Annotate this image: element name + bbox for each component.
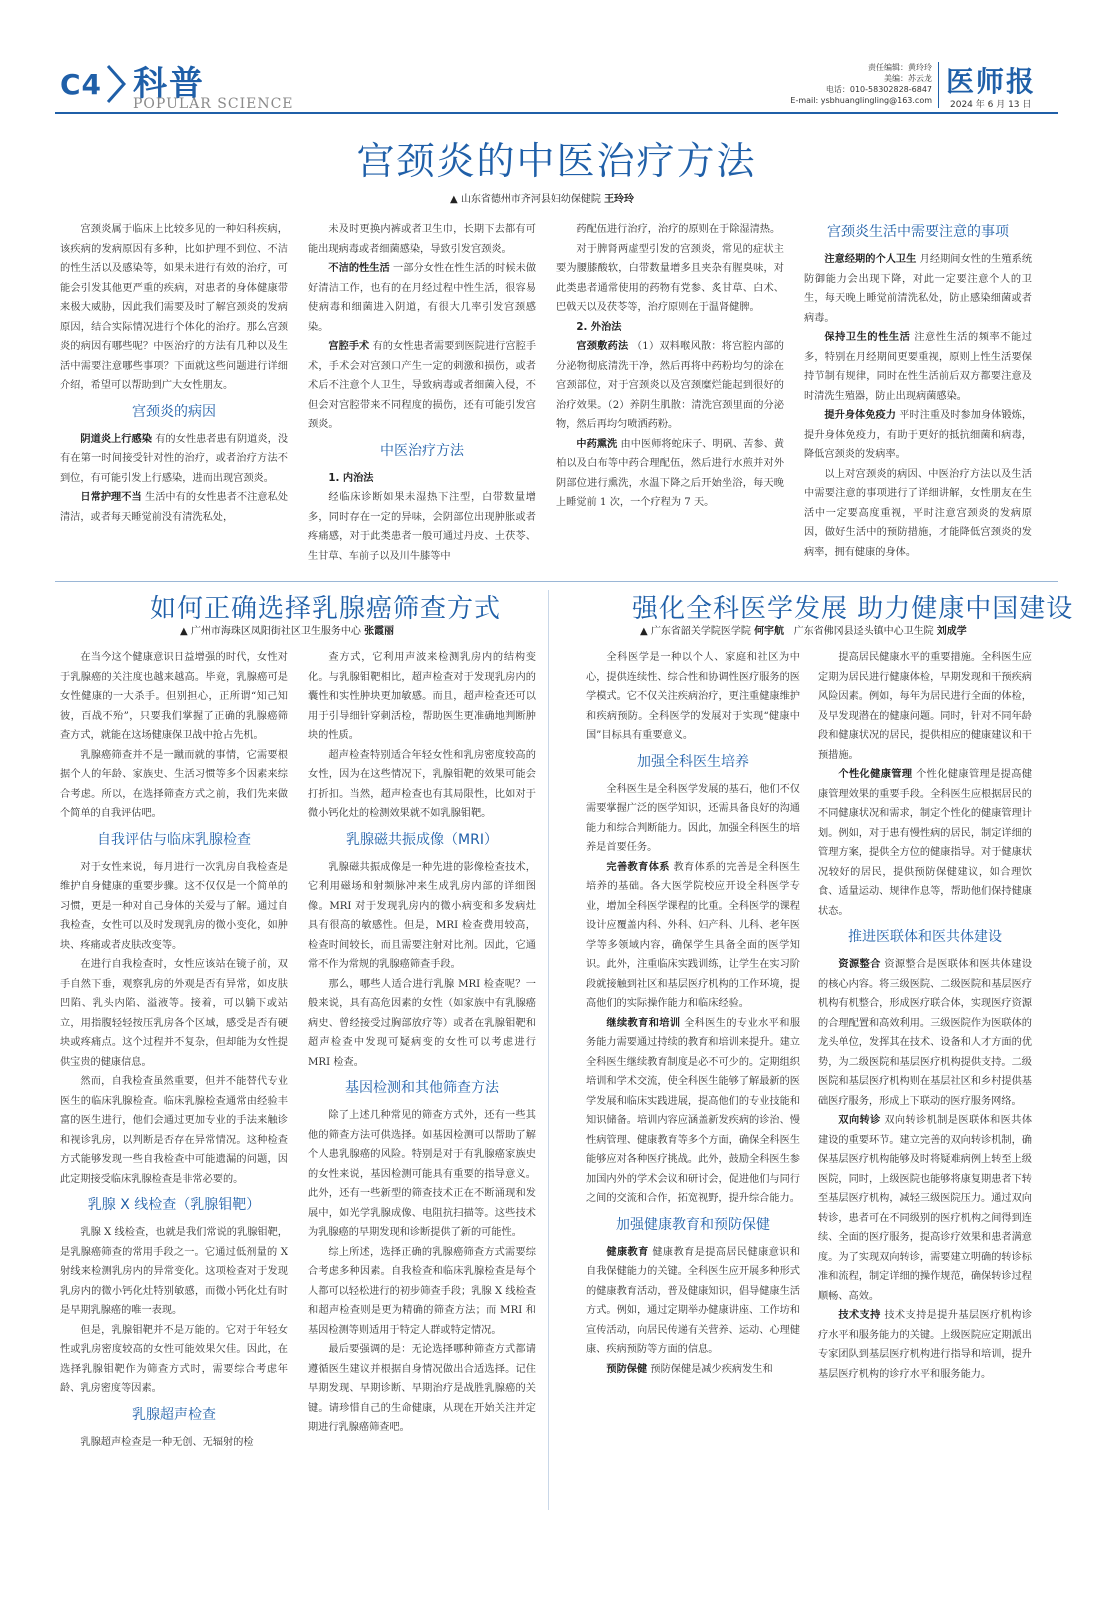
article3-byline-author2: 刘成学	[936, 626, 967, 637]
article1-byline	[450, 190, 634, 205]
article2-byline	[180, 622, 394, 637]
paragraph: 双向转诊 双向转诊机制是医联体和医共体建设的重要环节。建立完善的双向转诊机制，确保基层医疗机构能够及时将疑难病例上转至上级医院，同时，上级医院也能够将康复期患者下转至基层医疗机构，减轻三级医院压力。通过双向转诊，患者可在不同级别的医疗机构之间得到连续、全面的医疗服务，提高诊疗效果和患者满意度。为了实现双向转诊，需要建立明确的转诊标准和流程，制定详细的操作规范，确保转诊过程顺畅、高效。	[818, 1115, 1032, 1302]
paragraph: 除了上述几种常见的筛查方式外，还有一些其他的筛查方法可供选择。如基因检测可以帮助了解个人患乳腺癌的风险。特别是对于有乳腺癌家族史的女性来说，基因检测可能具有重要的指导意义。此外，还有一些新型的筛查技术正在不断涌现和发展中，如光学乳腺成像、电阻抗扫描等。这些技术为乳腺癌的早期发现和诊断提供了新的可能性。	[308, 1110, 536, 1238]
article-divider	[55, 581, 1058, 582]
section-heading: 乳腺磁共振成像（MRI）	[346, 831, 498, 848]
paragraph: 提升身体免疫力 平时注重及时参加身体锻炼，提升身体免疫力，有助于更好的抵抗细菌和病毒，降低宫颈炎的发病率。	[804, 410, 1032, 460]
paragraph: 不洁的性生活 一部分女性在性生活的时候未做好清洁工作，也有的在月经过程中性生活，很容易使病毒和细菌进入阴道，有很大几率引发宫颈感染。	[308, 263, 536, 333]
paragraph: 健康教育 健康教育是提高居民健康意识和自我保健能力的关键。全科医生应开展多种形式的健康教育活动，普及健康知识，倡导健康生活方式。例如，通过定期举办健康讲座、工作坊和宣传活动，向居民传递有关营养、运动、心理健康、疾病预防等方面的信息。	[586, 1246, 800, 1355]
paragraph: 然而，自我检查虽然重要，但并不能替代专业医生的临床乳腺检查。临床乳腺检查通常由经验丰富的医生进行，他们会通过更加专业的手法来触诊和视诊乳房，以判断是否存在异常情况。这种检查方式能够发现一些自我检查中可能遗漏的问题，因此定期接受临床乳腺检查是非常必要的。	[60, 1076, 288, 1185]
paragraph: 个性化健康管理 个性化健康管理是提高健康管理效果的重要手段。全科医生应根据居民的不同健康状况和需求，制定个性化的健康管理计划。例如，对于患有慢性病的居民，制定详细的管理方案，提供全方位的健康指导。对于健康状况较好的居民，提供预防保健建议，如合理饮食、适量运动、规律作息等，帮助他们保持健康状态。	[818, 769, 1032, 917]
paragraph: 继续教育和培训 全科医生的专业水平和服务能力需要通过持续的教育和培训来提升。建立全科医生继续教育制度是必不可少的。定期组织培训和学术交流，使全科医生能够了解最新的医学发展和临床实践进展，提高他们的专业技能和知识储备。培训内容应涵盖新发疾病的诊治、慢性病管理、健康教育等多个方面，确保全科医生能够应对各种医疗挑战。此外，鼓励全科医生参加国内外的学术会议和研讨会，促进他们与同行之间的交流和合作，拓宽视野，提升综合能力。	[586, 1017, 800, 1204]
paragraph: 预防保健 预防保健是减少疾病发生和	[606, 1363, 773, 1375]
paragraph: 最后要强调的是：无论选择哪种筛查方式都请遵循医生建议并根据自身情况做出合适选择。记住早期发现、早期诊断、早期治疗是战胜乳腺癌的关键。请珍惜自己的生命健康，从现在开始关注并定期进行乳腺癌筛查吧。	[308, 1344, 536, 1433]
paragraph: 资源整合 资源整合是医联体和医共体建设的核心内容。将三级医院、二级医院和基层医疗机构有机整合，形成医疗联合体，实现医疗资源的合理配置和高效利用。三级医院作为医联体的龙头单位，发挥其在技术、设备和人才方面的优势，为二级医院和基层医疗机构提供支持。二级医院和基层医疗机构则在基层社区和乡村提供基础医疗服务，形成上下联动的医疗服务网络。	[818, 959, 1032, 1107]
section-heading: 乳腺超声检查	[132, 1406, 216, 1423]
paragraph: 对于脾肾两虚型引发的宫颈炎，常见的症状主要为腰膝酸软，白带数量增多且夹杂有腥臭味，对此类患者通常使用的药物有党参、炙甘草、白术、巴戟天以及茯苓等，治疗原则在于温肾健脾。	[556, 243, 784, 313]
paragraph: 未及时更换内裤或者卫生巾，长期下去都有可能出现病毒或者细菌感染，导致引发宫颈炎。	[308, 224, 536, 255]
article3-column-2	[818, 648, 1032, 1518]
paragraph: 药配伍进行治疗，治疗的原则在于除湿清热。	[576, 224, 781, 235]
header-rule	[55, 112, 1058, 114]
section-heading: 基因检测和其他筛查方法	[345, 1080, 499, 1096]
article3-title: 强化全科医学发展 助力健康中国建设	[632, 594, 1074, 624]
article1-title: 宫颈炎的中医治疗方法	[356, 139, 757, 183]
chevron-right-icon	[104, 62, 128, 106]
column-divider	[548, 590, 549, 1510]
paragraph: 宫腔手术 有的女性患者需要到医院进行宫腔手术，手术会对宫颈口产生一定的刺激和损伤，或者术后不注意个人卫生，导致病毒或者细菌入侵，不但会对宫腔带来不同程度的损伤，还有可能引发宫颈炎。	[308, 341, 536, 430]
paragraph: 在当今这个健康意识日益增强的时代，女性对于乳腺癌的关注度也越来越高。毕竟，乳腺癌可是女性健康的一大杀手。但别担心，正所谓“知己知彼，百战不殆”，只要我们掌握了正确的乳腺癌筛查方式，就能在这场健康保卫战中抢占先机。	[60, 652, 288, 741]
article3-byline-org: ▲ 广东省韶关学院医学院	[640, 626, 751, 637]
paragraph: 全科医生是全科医学发展的基石，他们不仅需要掌握广泛的医学知识，还需具备良好的沟通能力和综合判断能力。因此，加强全科医生的培养是首要任务。	[586, 783, 800, 853]
paragraph: 乳腺 X 线检查，也就是我们常说的乳腺钼靶，是乳腺癌筛查的常用手段之一。它通过低剂量的 X 射线来检测乳房内的异常变化。这项检查对于发现乳房内的微小钙化灶特别敏感，而微小钙化灶有时是早期乳腺癌的唯一表现。	[60, 1227, 288, 1316]
section-heading: 自我评估与临床乳腺检查	[97, 831, 251, 848]
section-heading: 推进医联体和医共体建设	[848, 929, 1002, 945]
section-heading: 加强健康教育和预防保健	[616, 1216, 770, 1233]
paragraph: 全科医学是一种以个人、家庭和社区为中心，提供连续性、综合性和协调性医疗服务的医学模式。它不仅关注疾病治疗，更注重健康维护和疾病预防。全科医学的发展对于实现“健康中国”目标具有重要意义。	[586, 652, 800, 741]
sub-heading: 2. 外治法	[576, 321, 622, 333]
section-title-en: POPULAR SCIENCE	[133, 96, 294, 112]
section-heading: 宫颈炎的病因	[132, 403, 216, 420]
article3-byline	[640, 622, 967, 637]
section-heading: 宫颈炎生活中需要注意的事项	[827, 224, 1009, 240]
paragraph: 超声检查特别适合年轻女性和乳房密度较高的女性，因为在这些情况下，乳腺钼靶的效果可能会打折扣。当然，超声检查也有其局限性，比如对于微小钙化灶的检测效果就不如乳腺钼靶。	[308, 749, 536, 819]
paragraph: 宫颈敷药法 （1）双料喉风散：将宫腔内部的分泌物彻底清洗干净，然后再将中药粉均匀的涂在宫颈部位，对于宫颈炎以及宫颈糜烂能起到很好的治疗效果。（2）养阴生肌散：清洗宫颈里面的分泌物，然后再均匀喷洒药粉。	[556, 341, 784, 430]
paragraph: 中药熏洗 由中医师将蛇床子、明矾、苦参、黄柏以及白布等中药合理配伍，然后进行水煎并对外阴部位进行熏洗，水温下降之后开始坐浴，每天晚上睡觉前 1 次，一个疗程为 7 天。	[556, 438, 784, 508]
paragraph: 经临床诊断如果未湿热下注型，白带数量增多，同时存在一定的异味，会阴部位出现肿胀或者疼痛感，对于此类患者一般可通过丹皮、土茯苓、生甘草、车前子以及川牛膝等中	[308, 492, 536, 562]
issue-date: 2024 年 6 月 13 日	[950, 100, 1032, 110]
article3-byline-org2: 广东省佛冈县迳头镇中心卫生院	[793, 626, 934, 637]
paragraph: 技术支持 技术支持是提升基层医疗机构诊疗水平和服务能力的关键。上级医院应定期派出专家团队到基层医疗机构进行指导和培训，提升基层医疗机构的诊疗水平和服务能力。	[818, 1310, 1032, 1380]
paragraph: 提高居民健康水平的重要措施。全科医生应定期为居民进行健康体检，早期发现和干预疾病风险因素。例如，每年为居民进行全面的体检，及早发现潜在的健康问题。同时，针对不同年龄段和健康状况的居民，提供相应的健康建议和干预措施。	[818, 652, 1032, 761]
paragraph: 日常护理不当 生活中有的女性患者不注意私处清洁，或者每天睡觉前没有清洗私处，	[60, 492, 288, 523]
paragraph: 综上所述，选择正确的乳腺癌筛查方式需要综合考虑多种因素。自我检查和临床乳腺检查是每个人都可以轻松进行的初步筛查手段；乳腺 X 线检查和超声检查则是更为精确的筛查方法；而 MRI 和基因检测等则适用于特定人群或特定情况。	[308, 1246, 536, 1336]
paragraph: 以上对宫颈炎的病因、中医治疗方法以及生活中需要注意的事项进行了详细讲解，女性朋友在生活中一定要高度重视，平时注意宫颈炎的发病原因，做好生活中的预防措施，才能降低宫颈炎的发病率，拥有健康的身体。	[804, 468, 1032, 558]
paragraph: 阴道炎上行感染 有的女性患者患有阴道炎，没有在第一时间接受针对性的治疗，或者治疗方法不到位，有可能引发上行感染，进而出现宫颈炎。	[60, 433, 288, 484]
article2-byline-org: ▲ 广州市海珠区凤阳街社区卫生服务中心	[180, 626, 361, 637]
article1-column-2	[308, 220, 536, 575]
paragraph: 注意经期的个人卫生 月经期间女性的生殖系统防御能力会出现下降，对此一定要注意个人的卫生，每天晚上睡觉前清洗私处，防止感染细菌或者病毒。	[804, 254, 1032, 324]
paragraph: 乳腺磁共振成像是一种先进的影像检查技术，它利用磁场和射频脉冲来生成乳房内部的详细图像。MRI 对于发现乳房内的微小病变和多发病灶具有很高的敏感性。但是，MRI 检查费用较高，检查时间较长，而且需要注射对比剂。因此，它通常不作为常规的乳腺癌筛查手段。	[308, 861, 536, 970]
email-line: E-mail: ysbhuanglingling@163.com	[790, 96, 932, 105]
article1-column-4	[804, 216, 1032, 575]
article1-byline-author: 王玲玲	[604, 194, 635, 205]
editor-line: 责任编辑：黄玲玲	[868, 63, 932, 72]
section-heading: 乳腺 X 线检查（乳腺钼靶）	[87, 1197, 261, 1213]
editor-info	[780, 62, 932, 106]
sub-heading: 1. 内治法	[328, 472, 374, 484]
article3-column-1	[586, 648, 800, 1518]
header-divider	[938, 62, 939, 108]
article2-column-2	[308, 648, 536, 1518]
section-heading: 加强全科医生培养	[637, 753, 749, 770]
section-title: 科普	[133, 64, 205, 104]
article3-byline-author1: 何宇航	[754, 626, 785, 637]
paragraph: 乳腺超声检查是一种无创、无辐射的检	[80, 1436, 254, 1448]
article2-title: 如何正确选择乳腺癌筛查方式	[150, 594, 502, 624]
article2-column-1	[60, 648, 288, 1518]
paragraph: 宫颈炎属于临床上比较多见的一种妇科疾病，该疾病的发病原因有多种，比如护理不到位、不洁的性生活以及感染等，如果未进行有效的治疗，可能会引发其他更严重的疾病，对患者的身体健康带来极大威胁，因此我们需要及时了解宫颈炎的发病原因，结合实际情况进行个体化的治疗。那么宫颈炎的病因有哪些呢？中医治疗的方法有几种以及生活中需要注意哪些事项？下面就这些问题进行详细介绍，希望可以帮助到广大女性朋友。	[60, 224, 288, 391]
paragraph: 在进行自我检查时，女性应该站在镜子前，双手自然下垂，观察乳房的外观是否有异常，如皮肤凹陷、乳头内陷、溢液等。接着，可以躺下或站立，用指腹轻轻按压乳房各个区域，感受是否有硬块或疼痛点。这个过程并不复杂，但却能为女性提供宝贵的健康信息。	[60, 959, 288, 1068]
article1-column-1	[60, 220, 288, 575]
paragraph: 完善教育体系 教育体系的完善是全科医生培养的基础。各大医学院校应开设全科医学专业，增加全科医学课程的比重。全科医学的课程设计应覆盖内科、外科、妇产科、儿科、老年医学等多领域内容，确保学生具备全面的医学知识。此外，注重临床实践训练，让学生在实习阶段就接触到社区和基层医疗机构的工作环境，提高他们的实际操作能力和临床经验。	[586, 861, 800, 1009]
newspaper-logo: 医师报	[946, 65, 1037, 98]
paragraph: 但是，乳腺钼靶并不是万能的。它对于年轻女性或乳房密度较高的女性可能效果欠佳。因此，在选择乳腺钼靶作为筛查方式时，需要综合考虑年龄、乳房密度等因素。	[60, 1324, 288, 1394]
paragraph: 保持卫生的性生活 注意性生活的频率不能过多，特别在月经期间更要重视，原则上性生活要保持节制有规律，同时在性生活前后双方都要注意及时清洗生殖器，防止出现病菌感染。	[804, 332, 1032, 402]
article2-byline-author: 张霞丽	[364, 626, 395, 637]
section-heading: 中医治疗方法	[380, 442, 464, 459]
paragraph: 乳腺癌筛查并不是一蹴而就的事情，它需要根据个人的年龄、家族史、生活习惯等多个因素来综合考虑。所以，在选择筛查方式之前，我们先来做个简单的自我评估吧。	[60, 749, 288, 819]
designer-line: 美编：苏云龙	[884, 74, 932, 83]
paragraph: 查方式，它利用声波来检测乳房内的结构变化。与乳腺钼靶相比，超声检查对于发现乳房内的囊性和实性肿块更加敏感。而且，超声检查还可以用于引导细针穿刺活检，帮助医生更准确地判断肿块的性质。	[308, 652, 536, 741]
page-number: C4	[60, 68, 103, 101]
phone-line: 电话：010-58302828-6847	[825, 85, 932, 94]
paragraph: 那么，哪些人适合进行乳腺 MRI 检查呢？一般来说，具有高危因素的女性（如家族中有乳腺癌病史、曾经接受过胸部放疗等）或者在乳腺钼靶和超声检查中发现可疑病变的女性可以考虑进行 MRI 检查。	[308, 978, 536, 1068]
paragraph: 对于女性来说，每月进行一次乳房自我检查是维护自身健康的重要步骤。这不仅仅是一个简单的习惯，更是一种对自己身体的关爱与了解。通过自我检查，女性可以及时发现乳房的微小变化，如肿块、疼痛或者皮肤改变等。	[60, 861, 288, 951]
article1-byline-org: ▲ 山东省德州市齐河县妇幼保健院	[450, 194, 601, 205]
article1-column-3	[556, 220, 784, 575]
